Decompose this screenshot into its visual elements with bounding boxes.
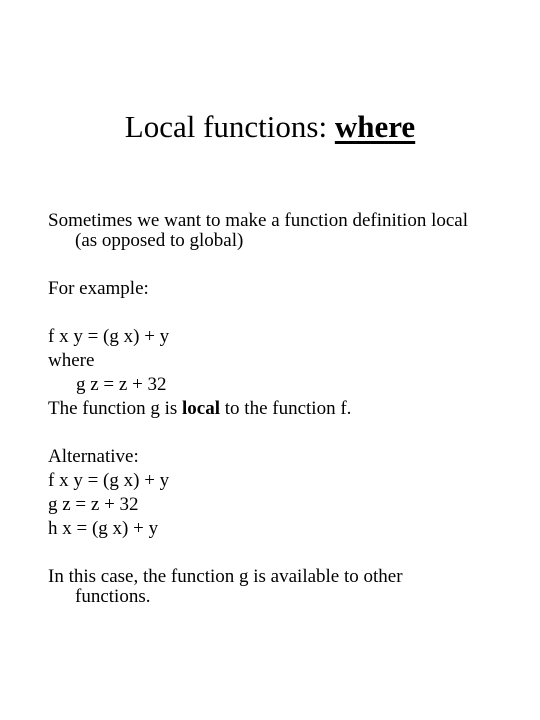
slide-title (0, 108, 540, 146)
alternative-code-line-3: h x = (g x) + y (48, 518, 159, 539)
title-prefix: Local functions: (124, 109, 335, 144)
example-label: For example: (48, 278, 149, 299)
example-code-line-1: f x y = (g x) + y (48, 326, 170, 347)
intro-line-2: (as opposed to global) (75, 230, 244, 251)
example-code-line-2: where (48, 350, 95, 371)
example-note-before: The function g is (48, 398, 183, 419)
conclusion-line-1: In this case, the function g is available to other (48, 566, 403, 587)
example-note-bold: local (182, 398, 221, 419)
example-code-line-3: g z = z + 32 (76, 374, 167, 395)
example-note (48, 398, 351, 419)
alternative-code-line-1: f x y = (g x) + y (48, 470, 170, 491)
alternative-code-line-2: g z = z + 32 (48, 494, 139, 515)
example-note-after: to the function f. (220, 398, 352, 419)
alternative-label: Alternative: (48, 446, 139, 467)
intro-line-1: Sometimes we want to make a function definition local (48, 210, 469, 231)
title-keyword: where (334, 109, 416, 144)
conclusion-line-2: functions. (75, 586, 151, 607)
